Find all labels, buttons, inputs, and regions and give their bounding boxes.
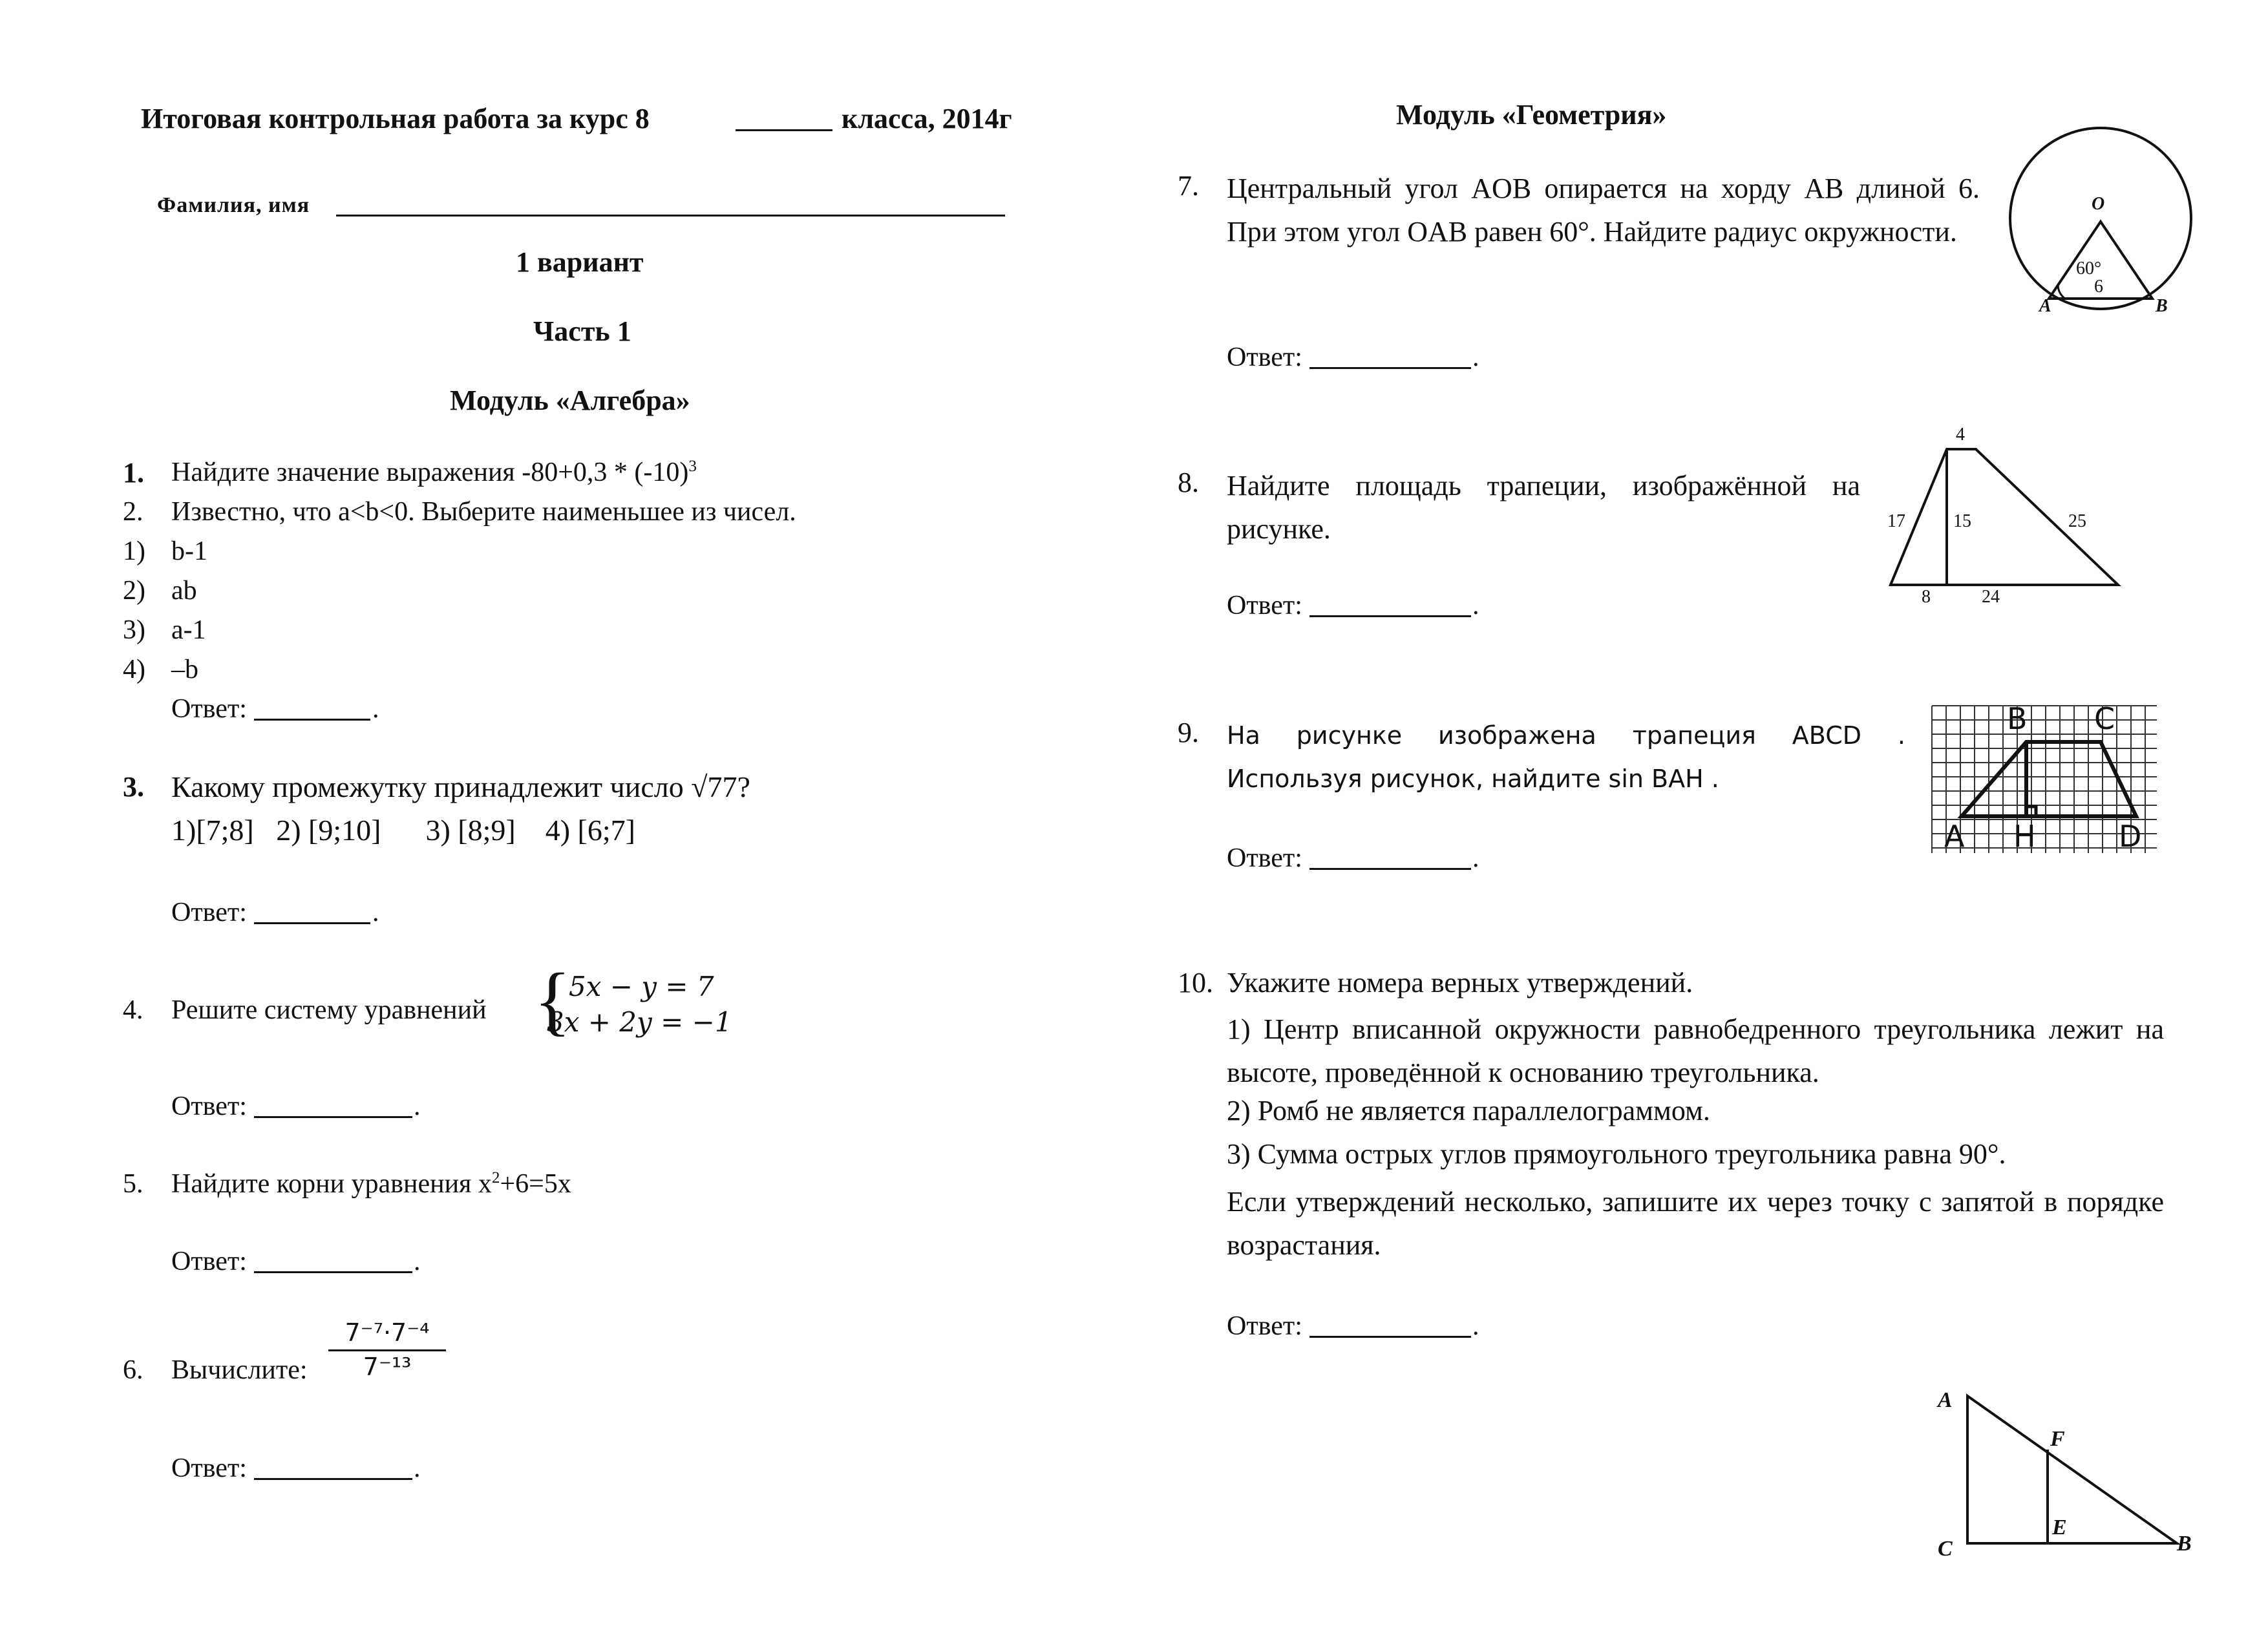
q9-label-h: H	[2013, 819, 2036, 854]
q7-number: 7.	[1178, 170, 1199, 202]
q2-option-2: ab	[171, 576, 197, 606]
q8-text: Найдите площадь трапеции, изображённой на рисунке.	[1227, 470, 1860, 545]
triangle-label-c: C	[1938, 1537, 1953, 1561]
triangle-acb	[1967, 1396, 2177, 1543]
geometry-module-heading: Модуль «Геометрия»	[1396, 99, 1667, 131]
triangle-label-a: A	[1938, 1388, 1953, 1412]
q3-options: 1)[7;8] 2) [9;10] 3) [8;9] 4) [6;7]	[171, 814, 635, 847]
q3-text: Какому промежутку принадлежит число √77?	[171, 770, 750, 803]
title-suffix: класса, 2014г	[842, 103, 1012, 134]
q6-numerator: 7⁻⁷·7⁻⁴	[328, 1318, 446, 1351]
q7-answer-label: Ответ:	[1227, 343, 1302, 372]
q8-answer-label: Ответ:	[1227, 591, 1302, 620]
q4-answer-line[interactable]	[254, 1116, 412, 1118]
q8-label-base-left: 8	[1922, 587, 1931, 607]
q2-option-4: –b	[171, 655, 198, 684]
q9-label-b: B	[2007, 701, 2028, 736]
q2-option-4-num: 4)	[123, 655, 145, 684]
q7-label-b: B	[2156, 296, 2168, 316]
q9-text: На рисунке изображена трапеция ABCD . Используя рисунок, найдите sin BAH .	[1227, 721, 1905, 793]
q8-label-right-side: 25	[2068, 511, 2086, 531]
q4-equation-1: 5x − y = 7	[569, 971, 714, 1002]
name-label: Фамилия, имя	[157, 193, 310, 217]
q8-label-top: 4	[1956, 425, 1965, 445]
triangle-label-e: E	[2052, 1516, 2067, 1539]
q3-answer-label: Ответ:	[171, 898, 247, 927]
title-prefix: Итоговая контрольная работа за курс 8	[141, 103, 650, 134]
q2-option-3-num: 3)	[123, 615, 145, 645]
q9-label-c: C	[2094, 701, 2115, 736]
q8-trapezoid-figure	[1874, 439, 2126, 595]
q4-system-brace: {	[534, 957, 571, 1043]
q1-exponent: 3	[688, 458, 697, 475]
q7-label-o: O	[2092, 194, 2105, 214]
q9-number: 9.	[1178, 717, 1199, 748]
q4-number: 4.	[123, 995, 143, 1025]
q8-label-left-side: 17	[1887, 511, 1905, 531]
q2-answer-line[interactable]	[254, 719, 370, 721]
q1-number: 1.	[123, 457, 144, 489]
q8-answer-line[interactable]	[1309, 615, 1471, 617]
q10-answer-dot: .	[1472, 1311, 1479, 1341]
q9-answer-dot: .	[1472, 843, 1479, 873]
q5-answer-label: Ответ:	[171, 1247, 247, 1276]
q6-number: 6.	[123, 1355, 143, 1385]
q2-text: Известно, что a<b<0. Выберите наименьшее из чисел.	[171, 497, 796, 527]
q5-number: 5.	[123, 1169, 143, 1199]
right-triangle-figure	[1952, 1389, 2191, 1558]
q7-label-angle: 60°	[2076, 259, 2102, 279]
q6-text: Вычислите:	[171, 1355, 308, 1385]
q10-intro: Укажите номера верных утверждений.	[1227, 967, 1693, 998]
q2-number: 2.	[123, 497, 143, 527]
q3-number: 3.	[123, 771, 144, 803]
q5-text	[171, 1168, 571, 1200]
q5-text-b: +6=5x	[500, 1169, 571, 1199]
q4-answer-dot: .	[414, 1092, 421, 1121]
q3-answer-line[interactable]	[254, 922, 370, 924]
q9-label-a: A	[1944, 819, 1965, 854]
q5-text-a: Найдите корни уравнения x	[171, 1169, 492, 1199]
q9-answer-label: Ответ:	[1227, 843, 1302, 873]
triangle-label-f: F	[2050, 1427, 2065, 1451]
q2-option-2-num: 2)	[123, 576, 145, 606]
variant-heading: 1 вариант	[516, 246, 644, 278]
q8-answer-dot: .	[1472, 591, 1479, 620]
q6-fraction	[328, 1318, 446, 1381]
q8-label-base-right: 24	[1982, 587, 2000, 607]
q7-text: Центральный угол AOB опирается на хорду AB длиной 6. При этом угол OAB равен 60°. Найдите радиус окружности.	[1227, 173, 1980, 248]
q10-instruction: Если утверждений несколько, запишите их через точку с запятой в порядке возрастания.	[1227, 1186, 2164, 1261]
q8-number: 8.	[1178, 467, 1199, 498]
q3-answer-dot: .	[372, 898, 379, 927]
left-title	[141, 102, 650, 136]
q10-answer-line[interactable]	[1309, 1336, 1471, 1338]
q2-answer-label: Ответ:	[171, 694, 247, 724]
q7-angle-arc	[2058, 285, 2065, 299]
class-blank-line	[736, 129, 832, 131]
q2-option-1: b-1	[171, 536, 207, 566]
part-heading: Часть 1	[533, 315, 631, 347]
q1-text	[171, 456, 697, 489]
q2-option-1-num: 1)	[123, 536, 145, 566]
q8-label-height: 15	[1953, 511, 1971, 531]
q10-number: 10.	[1178, 967, 1213, 998]
q5-exponent: 2	[491, 1169, 500, 1187]
q10-statement-3: 3) Сумма острых углов прямоугольного треугольника равна 90°.	[1227, 1138, 2006, 1170]
q6-denominator: 7⁻¹³	[363, 1353, 412, 1381]
q2-option-3: a-1	[171, 615, 206, 645]
q6-answer-line[interactable]	[254, 1478, 412, 1480]
q6-answer-label: Ответ:	[171, 1453, 247, 1483]
q5-answer-dot: .	[414, 1247, 421, 1276]
q5-answer-line[interactable]	[254, 1271, 412, 1273]
triangle-label-b: B	[2177, 1532, 2192, 1556]
q9-answer-line[interactable]	[1309, 868, 1471, 870]
q7-label-chord: 6	[2094, 277, 2103, 297]
q1-text-body: Найдите значение выражения -80+0,3 * (-10)	[171, 458, 689, 487]
q4-text: Решите систему уравнений	[171, 995, 487, 1025]
q7-answer-dot: .	[1472, 343, 1479, 372]
q4-answer-label: Ответ:	[171, 1092, 247, 1121]
q9-label-d: D	[2119, 819, 2142, 854]
q10-answer-label: Ответ:	[1227, 1311, 1302, 1341]
name-blank-line	[336, 215, 1005, 217]
q7-answer-line[interactable]	[1309, 367, 1471, 369]
q4-equation-2: 3x + 2y = −1	[547, 1006, 732, 1038]
q10-statement-1: 1) Центр вписанной окружности равнобедренного треугольника лежит на высоте, проведённой к основанию треугольника.	[1227, 1013, 2164, 1088]
q2-answer-dot: .	[372, 694, 379, 724]
algebra-module-heading: Модуль «Алгебра»	[450, 385, 690, 416]
q7-label-a: A	[2039, 296, 2051, 316]
q10-statement-2: 2) Ромб не является параллелограммом.	[1227, 1095, 1710, 1126]
q6-answer-dot: .	[414, 1453, 421, 1483]
